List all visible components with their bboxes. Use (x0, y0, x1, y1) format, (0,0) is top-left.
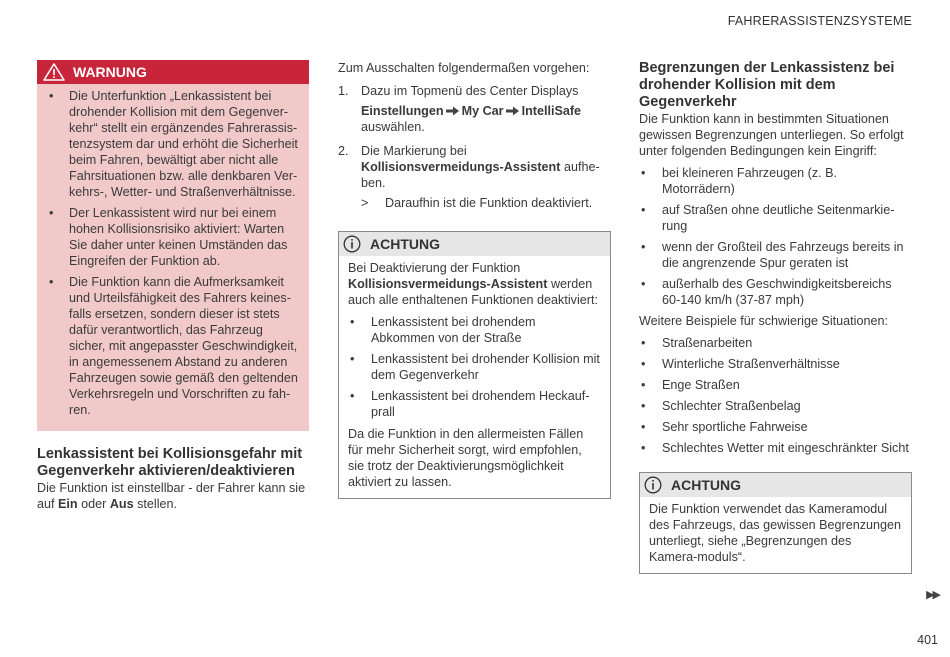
activate-heading: Lenkassistent bei Kollisionsgefahr mit Gegenverkehr aktivieren/deaktivieren (37, 446, 303, 479)
examples-list (639, 335, 912, 456)
limits-more: Weitere Beispiele für schwierige Situationen: (639, 314, 888, 328)
activate-text: Die Funktion ist einstellbar - der Fahrer kann sie auf Ein oder Aus stellen. (37, 481, 306, 511)
limits-intro: Die Funktion kann in bestimmten Situationen gewissen Begrenzungen unterliegen. So erfolgt unter folgenden Bedingungen kein Eingriff: (639, 112, 904, 158)
caution-header (640, 473, 911, 497)
arrow-right-icon (506, 106, 520, 116)
caution-box (639, 472, 912, 574)
list-item: • außerhalb des Geschwindigkeitsbereichs 60-140 km/h (37-87 mph) (641, 277, 892, 307)
warning-header (37, 60, 309, 84)
list-item: • Die Funktion kann die Aufmerksamkeit und Urteilsfähigkeit des Fahrers keines-falls ersetzen, sondern dieser ist stets dafür verantwortlich, das Fahrzeug sicher, mit angepasster Geschwindigkeit, in angemessenem Abstand zu anderen Fahrzeugen sowie gemäß den geltenden Verkehrsregeln und Vorschriften zu fah-ren. (49, 275, 298, 417)
menu-path-mycar: My Car (461, 104, 504, 118)
warning-title: WARNUNG (73, 64, 147, 80)
list-item: • Lenkassistent bei drohendem Heckauf-prall (350, 389, 590, 419)
page-number: 401 (917, 633, 938, 647)
step-text: aufhe-ben. (361, 160, 600, 190)
warning-item-text: Die Funktion kann die Aufmerksamkeit und Urteilsfähigkeit des Fahrers keines-falls ersetzen, sondern dieser ist stets dafür verantwortlich, das Fahrzeug sicher, mit angepasster Geschwindigkeit, in angemessenem Abstand zu anderen Fahrzeugen sowie gemäß den geltenden Verkehrsregeln und Vorschriften zu fah-ren. (69, 275, 298, 417)
step-number: 2. (338, 144, 349, 158)
step-item (338, 143, 611, 211)
caution-title: ACHTUNG (671, 477, 741, 493)
info-circle-icon (644, 476, 662, 494)
list-item: • Schlechtes Wetter mit eingeschränkter Sicht (641, 441, 909, 455)
steps-list (338, 83, 611, 211)
limits-heading: Begrenzungen der Lenkassistenz bei drohender Kollision mit dem Gegenverkehr (639, 60, 895, 110)
list-item: • auf Straßen ohne deutliche Seitenmarkie-rung (641, 203, 895, 233)
section-header: FAHRERASSISTENZSYSTEME (727, 14, 912, 28)
list-item: • Straßenarbeiten (641, 336, 753, 350)
caution-text: Die Funktion verwendet das Kameramodul des Fahrzeugs, das gewissen Begrenzungen unterliegt, siehe „Begrenzungen des Kamera-moduls“. (649, 502, 902, 564)
step-number: 1. (338, 84, 349, 98)
warning-triangle-icon (43, 63, 65, 81)
list-item: • Der Lenkassistent wird nur bei einem hohen Kollisionsrisiko aktiviert: Warten Sie daher unter keinen Umständen das Eingreifen der Funktion ab. (49, 206, 288, 268)
column-middle (338, 60, 611, 499)
list-item: • bei kleineren Fahrzeugen (z. B. Motorrädern) (641, 166, 838, 196)
list-item: • Lenkassistent bei drohendem Abkommen von der Straße (350, 315, 536, 345)
step-text: auswählen. (361, 120, 425, 134)
caution-intro: Bei Deaktivierung der Funktion Kollisionsvermeidungs-Assistent werden auch alle enthaltenen Funktionen deaktiviert: (348, 261, 598, 307)
result-text: Daraufhin ist die Funktion deaktiviert. (385, 196, 593, 210)
menu-path-settings: Einstellungen (361, 104, 444, 118)
step-result (361, 195, 611, 211)
warning-item-text: Der Lenkassistent wird nur bei einem hohen Kollisionsrisiko aktiviert: Warten Sie daher unter keinen Umständen das Eingreifen der Funktion ab. (69, 206, 288, 268)
option-on: Ein (58, 497, 78, 511)
option-off: Aus (109, 497, 134, 511)
step-text: Dazu im Topmenü des Center Displays (361, 84, 579, 98)
arrow-right-icon (446, 106, 460, 116)
function-name: Kollisionsvermeidungs-Assistent (361, 160, 561, 174)
info-circle-icon (343, 235, 361, 253)
column-right (639, 60, 912, 574)
menu-path-intellisafe: IntelliSafe (521, 104, 582, 118)
result-marker: > (361, 196, 369, 210)
menu-path (361, 103, 581, 119)
function-name: Kollisionsvermeidungs-Assistent (348, 277, 548, 291)
caution-footer: Da die Funktion in den allermeisten Fällen für mehr Sicherheit sorgt, wird empfohlen, sie trotz der Deaktivierungsmöglichkeit aktiviert zu lassen. (348, 427, 584, 489)
list-item: • wenn der Großteil des Fahrzeugs bereits in die angrenzende Spur geraten ist (641, 240, 904, 270)
step-item (338, 83, 611, 135)
list-item: • Schlechter Straßenbelag (641, 399, 801, 413)
list-item: • Lenkassistent bei drohender Kollision mit dem Gegenverkehr (350, 352, 600, 382)
list-item: • Winterliche Straßenverhältnisse (641, 357, 840, 371)
caution-box (338, 231, 611, 499)
step-text: Die Markierung bei (361, 144, 467, 158)
caution-header (339, 232, 610, 256)
limits-list (639, 165, 912, 308)
list-item: • Sehr sportliche Fahrweise (641, 420, 808, 434)
warning-box (37, 60, 309, 431)
list-item: • Die Unterfunktion „Lenkassistent bei drohender Kollision mit dem Gegenver-kehr“ stellt ein ergänzendes Fahrerassis-tenzsystem dar und erhöht die Sicherheit beim Fahren, bewältigt aber nicht alle Fahrsituationen bzw. alle denkbaren Ver-kehrs-, Wetter- und Straßenverhältnisse. (49, 89, 298, 199)
caution-title: ACHTUNG (370, 236, 440, 252)
column-left (37, 60, 309, 512)
list-item: • Enge Straßen (641, 378, 740, 392)
warning-item-text: Die Unterfunktion „Lenkassistent bei drohender Kollision mit dem Gegenver-kehr“ stellt ein ergänzendes Fahrerassis-tenzsystem dar und erhöht die Sicherheit beim Fahren, bewältigt aber nicht alle Fahrsituationen bzw. alle denkbaren Ver-kehrs-, Wetter- und Straßenverhältnisse. (69, 89, 298, 199)
disable-intro: Zum Ausschalten folgendermaßen vorgehen: (338, 61, 590, 75)
next-page-arrow-icon[interactable]: ▶▶ (926, 589, 939, 601)
